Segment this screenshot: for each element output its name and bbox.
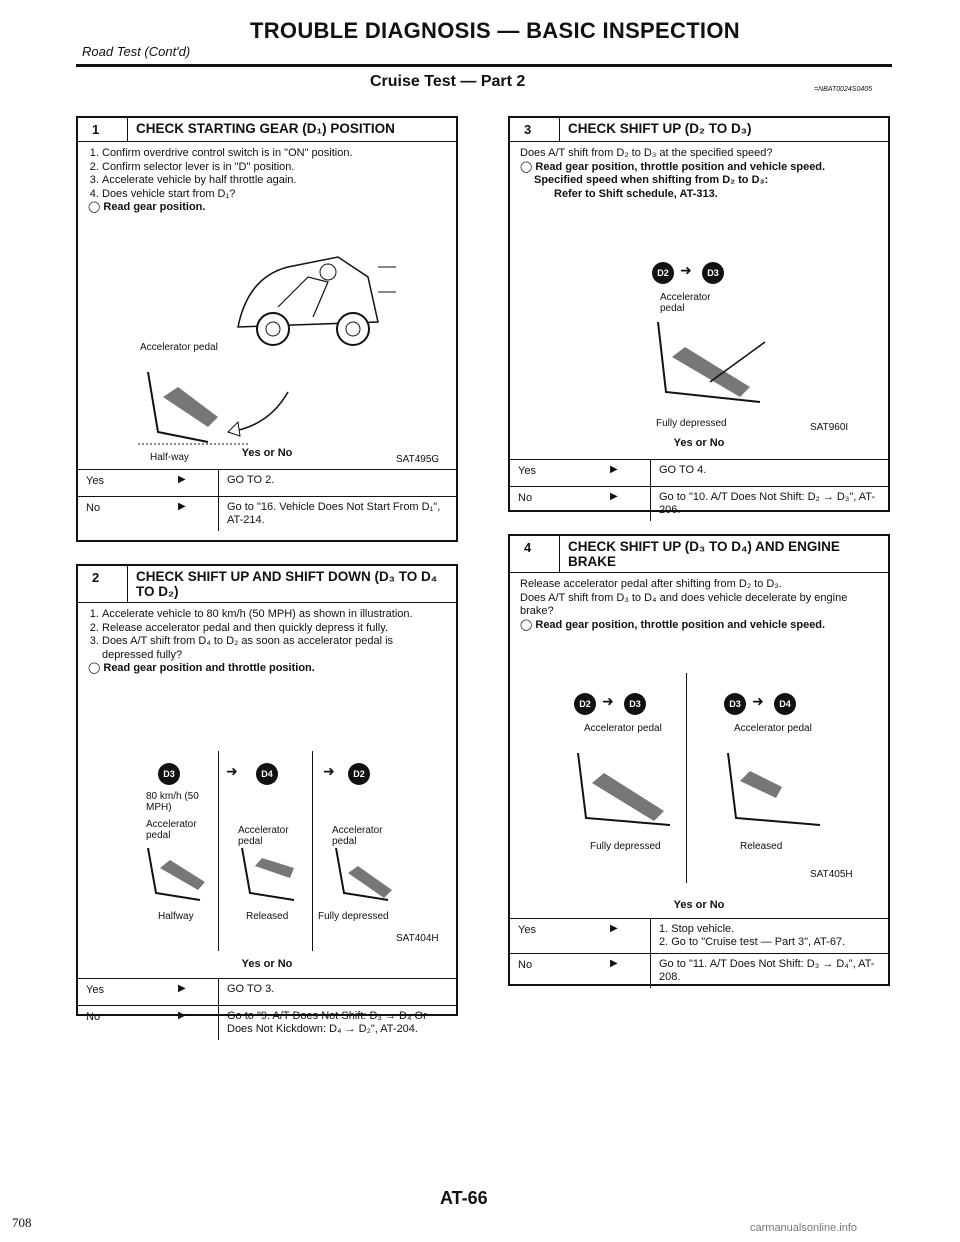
figure-code: SAT495G (396, 454, 440, 465)
step-body (510, 142, 888, 437)
page-header-subtitle: Road Test (Cont'd) (82, 44, 191, 59)
result-row-no (78, 496, 456, 531)
list-item: 3. Does A/T shift from D₄ to D₂ as soon as accelerator pedal is depressed fully? (102, 635, 446, 662)
pedal-label: Accelerator pedal (660, 292, 711, 314)
question-text: Does A/T shift from D₃ to D₄ and does vehicle decelerate by engine brake? (520, 591, 848, 617)
scan-tool-icon: ◯ (520, 160, 533, 173)
result-label: No (86, 1011, 101, 1023)
step-title: CHECK SHIFT UP (D₂ TO D₃) (568, 121, 752, 136)
pedal-state-label: Fully depressed (656, 418, 727, 429)
shift-arrow-icon: ➜ (226, 763, 238, 779)
arrow-right-icon: ▶ (610, 491, 618, 502)
step-box-3 (508, 116, 890, 516)
spec-reference: Refer to Shift schedule, AT-313. (554, 187, 718, 200)
car-driver-illustration (218, 237, 398, 357)
result-row-no (510, 953, 888, 988)
figure-code: SAT404H (396, 933, 439, 944)
gear-d3-badge: D3 (724, 693, 746, 715)
scan-tool-icon: ◯ (88, 201, 101, 213)
result-row-yes (510, 459, 888, 486)
read-instruction: Read gear position, throttle position and vehicle speed. (535, 618, 826, 631)
gear-d2-badge: D2 (348, 763, 370, 785)
arrow-right-icon: ▶ (610, 464, 618, 475)
arrow-right-icon: ▶ (610, 923, 618, 934)
speed-label: 80 km/h (50 MPH) (146, 791, 199, 813)
shift-arrow-icon: ➜ (602, 693, 614, 709)
list-item: 4. Does vehicle start from D₁? (102, 188, 446, 202)
pedal-label: Accelerator pedal (332, 825, 383, 847)
result-row-yes (78, 469, 456, 496)
figure-code: SAT960I (810, 422, 849, 433)
pedal-halfway-illustration (138, 372, 338, 452)
result-action: Go to "10. A/T Does Not Shift: D₂ → D₃", AT-206. (650, 487, 888, 521)
step-number: 3 (510, 118, 560, 141)
gear-d2-badge: D2 (652, 262, 674, 284)
step-box-1 (76, 116, 458, 542)
gear-d4-badge: D4 (256, 763, 278, 785)
shift-arrow-icon: ➜ (323, 763, 335, 779)
pedal-state-label: Released (246, 911, 289, 922)
read-instruction: Read gear position and throttle position. (103, 662, 315, 674)
scan-tool-icon: ◯ (520, 618, 533, 631)
shift-arrow-icon: ➜ (752, 693, 764, 709)
step-title: CHECK SHIFT UP (D₃ TO D₄) AND ENGINE BRAKE (568, 539, 840, 569)
step-number: 1 (78, 118, 128, 141)
step-number: 2 (78, 566, 128, 602)
list-item: 2. Confirm selector lever is in "D" position. (102, 161, 446, 175)
result-row-yes (510, 918, 888, 953)
step-box-4 (508, 534, 890, 986)
pedal-label: Accelerator pedal (584, 723, 662, 734)
step-body (510, 573, 888, 878)
page-header-title: TROUBLE DIAGNOSIS — BASIC INSPECTION (250, 18, 740, 43)
result-label: Yes (518, 924, 536, 936)
read-instruction: Read gear position. (103, 201, 206, 213)
gear-d3-badge: D3 (158, 763, 180, 785)
pedal-illustrations (140, 848, 420, 908)
step-header (78, 566, 456, 603)
result-label: No (518, 959, 533, 971)
step-box-2 (76, 564, 458, 1035)
arrow-right-icon: ▶ (178, 1010, 186, 1021)
result-action: Go to "16. Vehicle Does Not Start From D₁", AT-214. (218, 497, 456, 531)
result-label: No (518, 492, 533, 504)
result-action: GO TO 3. (218, 979, 456, 1005)
page-number: AT-66 (440, 1188, 488, 1208)
result-action-step: 2. Go to "Cruise test — Part 3", AT-67. (659, 936, 846, 948)
read-instruction: Read gear position, throttle position and vehicle speed. (535, 160, 826, 173)
shift-arrow-icon: ➜ (680, 262, 692, 278)
list-item: 3. Accelerate vehicle by half throttle again. (102, 174, 446, 188)
result-action: GO TO 2. (218, 470, 456, 496)
pedal-illustrations (570, 753, 840, 833)
arrow-right-icon: ▶ (610, 958, 618, 969)
result-action (650, 919, 888, 953)
result-action: GO TO 4. (650, 460, 888, 486)
reference-code: =NBAT0024S0405 (814, 86, 873, 93)
arrow-right-icon: ▶ (178, 501, 186, 512)
list-item: 2. Release accelerator pedal and then quickly depress it fully. (102, 622, 446, 636)
arrow-right-icon: ▶ (178, 474, 186, 485)
scan-tool-icon: ◯ (88, 662, 101, 674)
gear-d3-badge: D3 (624, 693, 646, 715)
step-list (88, 147, 446, 201)
result-row-yes (78, 978, 456, 1005)
header-rule (76, 64, 892, 67)
step-title: CHECK SHIFT UP AND SHIFT DOWN (D₃ TO D₄ TO D₂) (136, 569, 438, 599)
side-page-number: 708 (12, 1215, 32, 1230)
result-row-no (510, 486, 888, 521)
pedal-state-label: Fully depressed (590, 841, 661, 852)
watermark-text: carmanualsonline.info (750, 1222, 858, 1234)
step-title: CHECK STARTING GEAR (D₁) POSITION (136, 121, 395, 136)
yes-or-no-heading: Yes or No (241, 958, 293, 970)
arrow-right-icon: ▶ (178, 983, 186, 994)
gear-d3-badge: D3 (702, 262, 724, 284)
pedal-state-label: Halfway (158, 911, 194, 922)
pedal-label: Accelerator pedal (238, 825, 289, 847)
step-header (510, 536, 888, 573)
result-label: No (86, 502, 101, 514)
pedal-label: Accelerator pedal (734, 723, 812, 734)
step-header (510, 118, 888, 142)
yes-or-no-heading: Yes or No (673, 899, 725, 911)
result-label: Yes (86, 984, 104, 996)
result-action-step: 1. Stop vehicle. (659, 923, 735, 935)
pedal-state-label: Fully depressed (318, 911, 389, 922)
step-body (78, 603, 456, 944)
result-action: Go to "9. A/T Does Not Shift: D₃ → D₄ Or Does Not Kickdown: D₄ → D₂", AT-204. (218, 1006, 456, 1040)
section-title: Cruise Test — Part 2 (370, 73, 526, 90)
instruction-text: Release accelerator pedal after shifting from D₂ to D₃. (520, 578, 782, 590)
pedal-label: Accelerator pedal (146, 819, 197, 841)
yes-or-no-heading: Yes or No (241, 447, 293, 459)
spec-text: Specified speed when shifting from D₂ to D₃: (534, 174, 769, 186)
result-row-no (78, 1005, 456, 1040)
question-text: Does A/T shift from D₂ to D₃ at the specified speed? (520, 147, 773, 159)
gear-d4-badge: D4 (774, 693, 796, 715)
result-label: Yes (86, 475, 104, 487)
yes-or-no-heading: Yes or No (673, 437, 725, 449)
gear-d2-badge: D2 (574, 693, 596, 715)
pedal-depressed-illustration (650, 322, 770, 412)
result-label: Yes (518, 465, 536, 477)
step-header (78, 118, 456, 142)
pedal-state-label: Released (740, 841, 783, 852)
figure-code: SAT405H (810, 869, 853, 880)
list-item: 1. Confirm overdrive control switch is in "ON" position. (102, 147, 446, 161)
step-list (88, 608, 446, 662)
result-action: Go to "11. A/T Does Not Shift: D₃ → D₄", AT-208. (650, 954, 888, 988)
step-number: 4 (510, 536, 560, 572)
pedal-state-label: Half-way (150, 452, 189, 463)
list-item: 1. Accelerate vehicle to 80 km/h (50 MPH) as shown in illustration. (102, 608, 446, 622)
pedal-label: Accelerator pedal (140, 342, 218, 353)
